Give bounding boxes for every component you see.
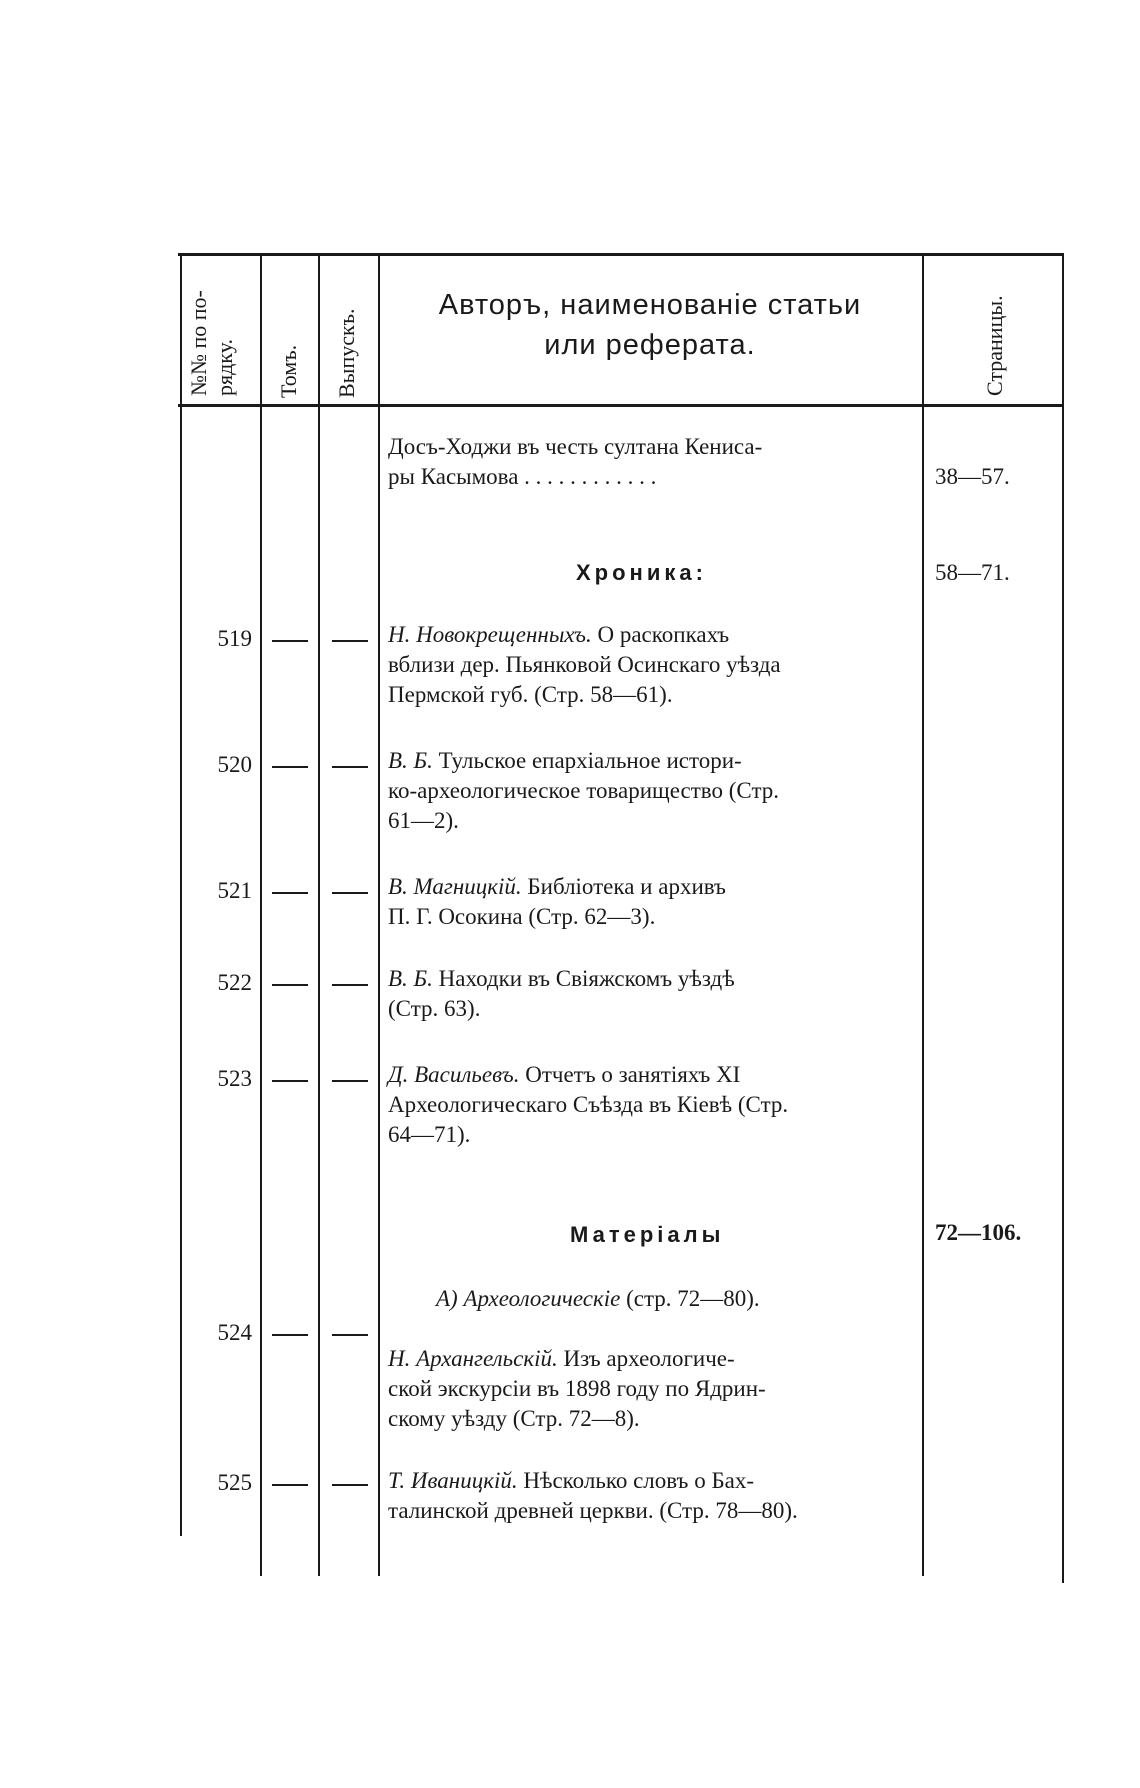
table-top-rule (178, 253, 1062, 256)
entry-525-issue-dash (332, 1484, 368, 1486)
entry-523-text-2: Археологическаго Съѣзда въ Кіевѣ (Стр. (388, 1092, 789, 1117)
entry-524-text-3: скому уѣзду (Стр. 72—8). (388, 1406, 640, 1431)
entry-521-volume-dash (272, 892, 308, 894)
header-col-main-line2: или реферата. (544, 329, 756, 361)
entry-521 (388, 872, 916, 932)
column-divider-issue-main (378, 256, 380, 1576)
subsection-archaeology-range: (стр. 72—80). (626, 1286, 760, 1311)
header-col-pages-text: Страницы. (982, 295, 1007, 396)
subsection-archaeology (436, 1284, 916, 1314)
entry-522-number: 522 (217, 970, 252, 995)
entry-519 (388, 620, 916, 710)
entry-520-author: В. Б. (388, 748, 433, 773)
entry-521-number: 521 (217, 878, 252, 903)
header-col-main (382, 285, 918, 365)
entry-523-volume-dash (272, 1080, 308, 1082)
entry-523 (388, 1060, 916, 1150)
entry-520-number: 520 (217, 752, 252, 777)
table-right-border (1062, 253, 1064, 1583)
table-left-border (180, 256, 182, 1536)
entry-520-text-1: Тульское епархіальное истори- (438, 748, 742, 773)
entry-525-number: 525 (217, 1470, 252, 1495)
section-chronicle-pages: 58—71. (935, 560, 1010, 585)
subsection-archaeology-title: Археологическіе (463, 1286, 621, 1311)
entry-521-text-1: Библіотека и архивъ (527, 874, 726, 899)
section-chronicle-title: Хроника: (576, 560, 707, 585)
entry-520-issue-dash (332, 766, 368, 768)
entry-519-issue-dash (332, 640, 368, 642)
subsection-archaeology-label: А) (436, 1286, 458, 1311)
header-col-volume-text: Томъ. (276, 344, 301, 398)
entry-521-issue-dash (332, 892, 368, 894)
column-divider-volume-issue (318, 256, 320, 1576)
header-col-number-line2: рядку. (212, 339, 237, 396)
entry-525-text-1: Нѣсколько словъ о Бах- (523, 1468, 755, 1493)
entry-524-issue-dash (332, 1334, 368, 1336)
entry-520 (388, 746, 916, 836)
entry-524-author: Н. Архангельскій. (388, 1346, 558, 1371)
section-materials-title: Матеріалы (570, 1222, 725, 1247)
entry-521-author: В. Магницкій. (388, 874, 522, 899)
entry-524-number: 524 (217, 1320, 252, 1345)
entry-524-text-2: ской экскурсіи въ 1898 году по Ядрин- (388, 1376, 766, 1401)
entry-523-text-3: 64—71). (388, 1122, 471, 1147)
entry-519-text-3: Пермской губ. (Стр. 58—61). (388, 682, 673, 707)
header-col-issue-text: Выпускъ. (334, 308, 359, 398)
column-divider-main-pages (922, 256, 924, 1576)
entry-525-author: Т. Иваницкій. (388, 1468, 518, 1493)
column-divider-no-volume (260, 256, 262, 1576)
intro-entry-line2: ры Касымова . . . . . . . . . . . . (388, 464, 657, 489)
entry-522 (388, 964, 916, 1024)
entry-520-text-2: ко-археологическое товарищество (Стр. (388, 778, 780, 803)
intro-entry (388, 432, 916, 492)
entry-524 (388, 1344, 916, 1434)
entry-522-issue-dash (332, 984, 368, 986)
entry-525 (388, 1466, 916, 1526)
entry-521-text-2: П. Г. Осокина (Стр. 62—3). (388, 904, 656, 929)
section-materials-pages: 72—106. (935, 1220, 1022, 1245)
entry-525-volume-dash (272, 1484, 308, 1486)
entry-523-number: 523 (217, 1066, 252, 1091)
entry-519-number: 519 (217, 626, 252, 651)
header-col-number-line1: №№ по по- (186, 290, 211, 396)
header-col-main-line1: Авторъ, наименованіе статьи (438, 289, 862, 321)
entry-523-text-1: Отчетъ о занятіяхъ XI (525, 1062, 741, 1087)
entry-520-text-3: 61—2). (388, 808, 459, 833)
entry-523-author: Д. Васильевъ. (388, 1062, 520, 1087)
table-header-rule (178, 404, 1062, 407)
entry-520-volume-dash (272, 766, 308, 768)
entry-524-volume-dash (272, 1334, 308, 1336)
entry-522-text-1: Находки въ Свіяжскомъ уѣздѣ (438, 966, 735, 991)
entry-523-issue-dash (332, 1080, 368, 1082)
entry-519-author: Н. Новокрещенныхъ. (388, 622, 592, 647)
entry-519-volume-dash (272, 640, 308, 642)
entry-522-volume-dash (272, 984, 308, 986)
intro-entry-line1: Досъ-Ходжи въ честь султана Кениса- (388, 434, 763, 459)
entry-519-text-1: О раскопкахъ (597, 622, 730, 647)
intro-entry-pages: 38—57. (935, 464, 1010, 489)
entry-522-text-2: (Стр. 63). (388, 996, 481, 1021)
entry-519-text-2: вблизи дер. Пьянковой Осинскаго уѣзда (388, 652, 781, 677)
entry-524-text-1: Изъ археологиче- (563, 1346, 735, 1371)
entry-522-author: В. Б. (388, 966, 433, 991)
entry-525-text-2: талинской древней церкви. (Стр. 78—80). (388, 1498, 798, 1523)
